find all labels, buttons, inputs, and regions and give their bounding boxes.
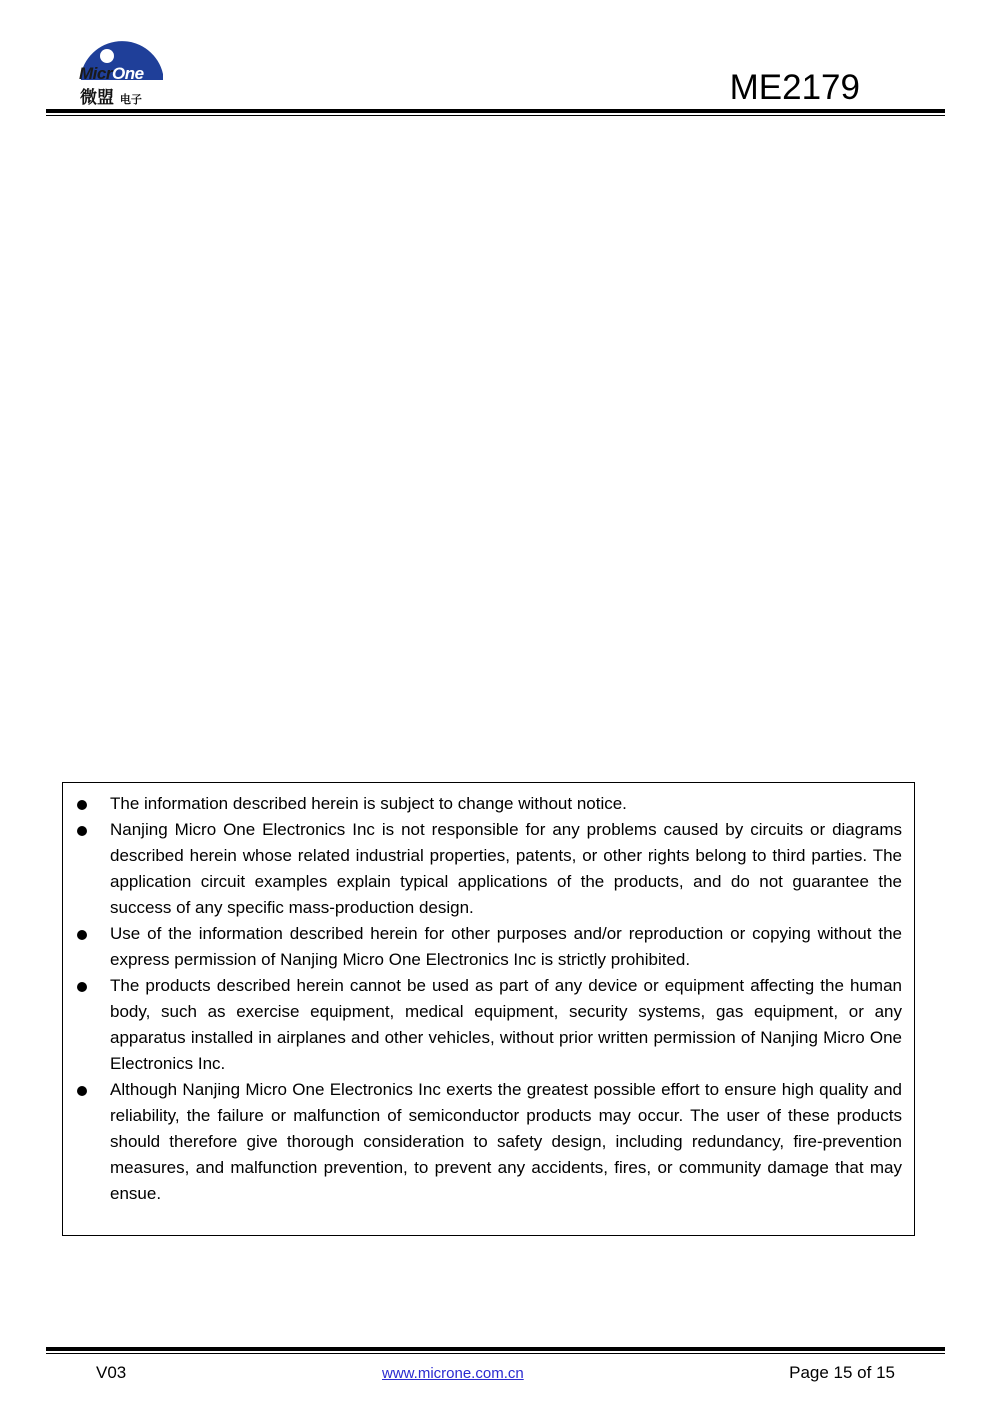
disclaimer-text: The information described herein is subject to change without notice. [110, 794, 627, 813]
disclaimer-item [63, 1077, 914, 1207]
disclaimer-item [63, 791, 914, 817]
disclaimer-text: Use of the information described herein for other purposes and/or reproduction or copying without the express permission of Nanjing Micro One Electronics Inc is strictly prohibited. [110, 924, 902, 969]
footer-website-link[interactable]: www.microne.com.cn [382, 1365, 524, 1382]
bullet-icon [77, 930, 87, 940]
logo-text-micr: Micr [79, 64, 112, 83]
header-rule-thick [46, 109, 945, 113]
disclaimer-list [63, 791, 914, 1207]
logo-text-english [79, 64, 144, 84]
bullet-icon [77, 800, 87, 810]
disclaimer-item [63, 817, 914, 921]
disclaimer-item [63, 921, 914, 973]
header-rule-thin [46, 115, 945, 116]
logo-text-one: One [111, 64, 144, 83]
logo-text-cn-small: 电子 [119, 93, 142, 106]
disclaimer-box [62, 782, 915, 1236]
footer-rule-thin [46, 1353, 945, 1354]
logo-text-chinese [80, 83, 142, 108]
bullet-icon [77, 982, 87, 992]
bullet-icon [77, 826, 87, 836]
disclaimer-text: Although Nanjing Micro One Electronics Inc exerts the greatest possible effort to ensure high quality and reliability, the failure or malfunction of semiconductor products may occur. The user of these products should therefore give thorough consideration to safety design, including redundancy, fire-prevention measures, and malfunction prevention, to prevent any accidents, fires, or community damage that may ensue. [110, 1080, 902, 1203]
bullet-icon [77, 1086, 87, 1096]
footer-version: V03 [96, 1363, 127, 1382]
disclaimer-text: The products described herein cannot be used as part of any device or equipment affecting the human body, such as exercise equipment, medical equipment, security systems, gas equipment, or any apparatus installed in airplanes and other vehicles, without prior written permission of Nanjing Micro One Electronics Inc. [110, 976, 902, 1073]
document-title: ME2179 [729, 68, 860, 107]
footer-page-number: Page 15 of 15 [789, 1363, 895, 1382]
footer-rule-thick [46, 1347, 945, 1351]
company-logo [77, 28, 167, 106]
logo-text-cn-main: 微盟 [80, 88, 114, 108]
disclaimer-text: Nanjing Micro One Electronics Inc is not responsible for any problems caused by circuits or diagrams described herein whose related industrial properties, patents, or other rights belong to third parties. The application circuit examples explain typical applications of the products, and do not guarantee the success of any specific mass-production design. [110, 820, 902, 917]
disclaimer-item [63, 973, 914, 1077]
